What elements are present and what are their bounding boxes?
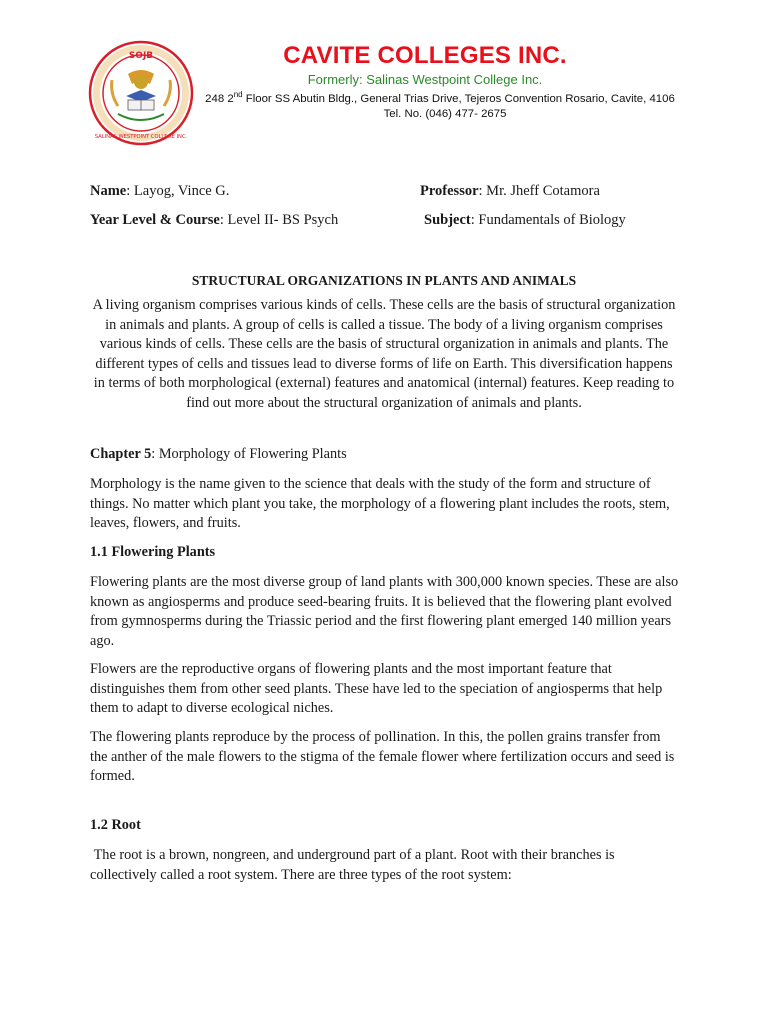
document-title: STRUCTURAL ORGANIZATIONS IN PLANTS AND ANIMALS [191, 273, 577, 288]
flowers-paragraph: Flowers are the reproductive organs of flowering plants and the most important feature that distinguishes them from other seed plants. These have led to the speciation of angiosperms that help them to adapt to diverse ecological niches. [90, 661, 663, 716]
chapter-heading: Chapter 5: Morphology of Flowering Plants [90, 446, 347, 462]
telephone-number: Tel. No. (046) 477- 2675 [383, 108, 507, 120]
student-name: Name: Layog, Vince G. [90, 183, 230, 199]
section-heading-root: 1.2 Root [90, 817, 141, 833]
letterhead [0, 0, 768, 160]
morphology-paragraph: Morphology is the name given to the science that deals with the study of the form and structure of things. No matter which plant you take, the morphology of a flowering plant includes the roots, stem, leaves, flowers, and fruits. [90, 476, 670, 531]
college-seal-logo [88, 40, 194, 146]
subject-name: Subject: Fundamentals of Biology [424, 212, 626, 228]
svg-text:SALINAS WESTPOINT COLLEGE INC.: SALINAS WESTPOINT COLLEGE INC. [94, 134, 188, 140]
intro-paragraph: A living organism comprises various kinds of cells. These cells are the basis of structural organization in animals and plants. A group of cells is called a tissue. The body of a living organism comprises various kinds of cells. These cells are the basis of structural organization in animals and plants. The different types of cells and tissues lead to diverse forms of life on Earth. This diversification happens in terms of both morphological (external) features and anatomical (internal) features. Keep reading to find out more about the structural organization of animals and plants. [92, 297, 676, 411]
year-level-course: Year Level & Course: Level II- BS Psych [90, 212, 339, 228]
root-paragraph: The root is a brown, nongreen, and underground part of a plant. Root with their branches is collectively called a root system. There are three types of the root system: [90, 847, 619, 883]
svg-text:SOJB: SOJB [128, 51, 154, 61]
pollination-paragraph: The flowering plants reproduce by the process of pollination. In this, the pollen grains transfer from the anther of the male flowers to the stigma of the female flower where fertilization occurs and seed is formed. [90, 729, 675, 784]
college-name: CAVITE COLLEGES INC. [283, 42, 567, 69]
flowering-plants-paragraph: Flowering plants are the most diverse group of land plants with 300,000 known species. These are also known as angiosperms and produce seed-bearing fruits. It is believed that the flowering plant evolved from gymnosperms during the Triassic period and the first flowering plant emerged 140 million years ago. [90, 574, 679, 649]
section-heading-flowering-plants: 1.1 Flowering Plants [90, 544, 216, 560]
former-name: Formerly: Salinas Westpoint College Inc. [307, 72, 543, 87]
professor-name: Professor: Mr. Jheff Cotamora [420, 183, 600, 199]
college-address: 248 2nd Floor SS Abutin Bldg., General Trias Drive, Tejeros Convention Rosario, Cavite, 4106 [205, 90, 675, 105]
